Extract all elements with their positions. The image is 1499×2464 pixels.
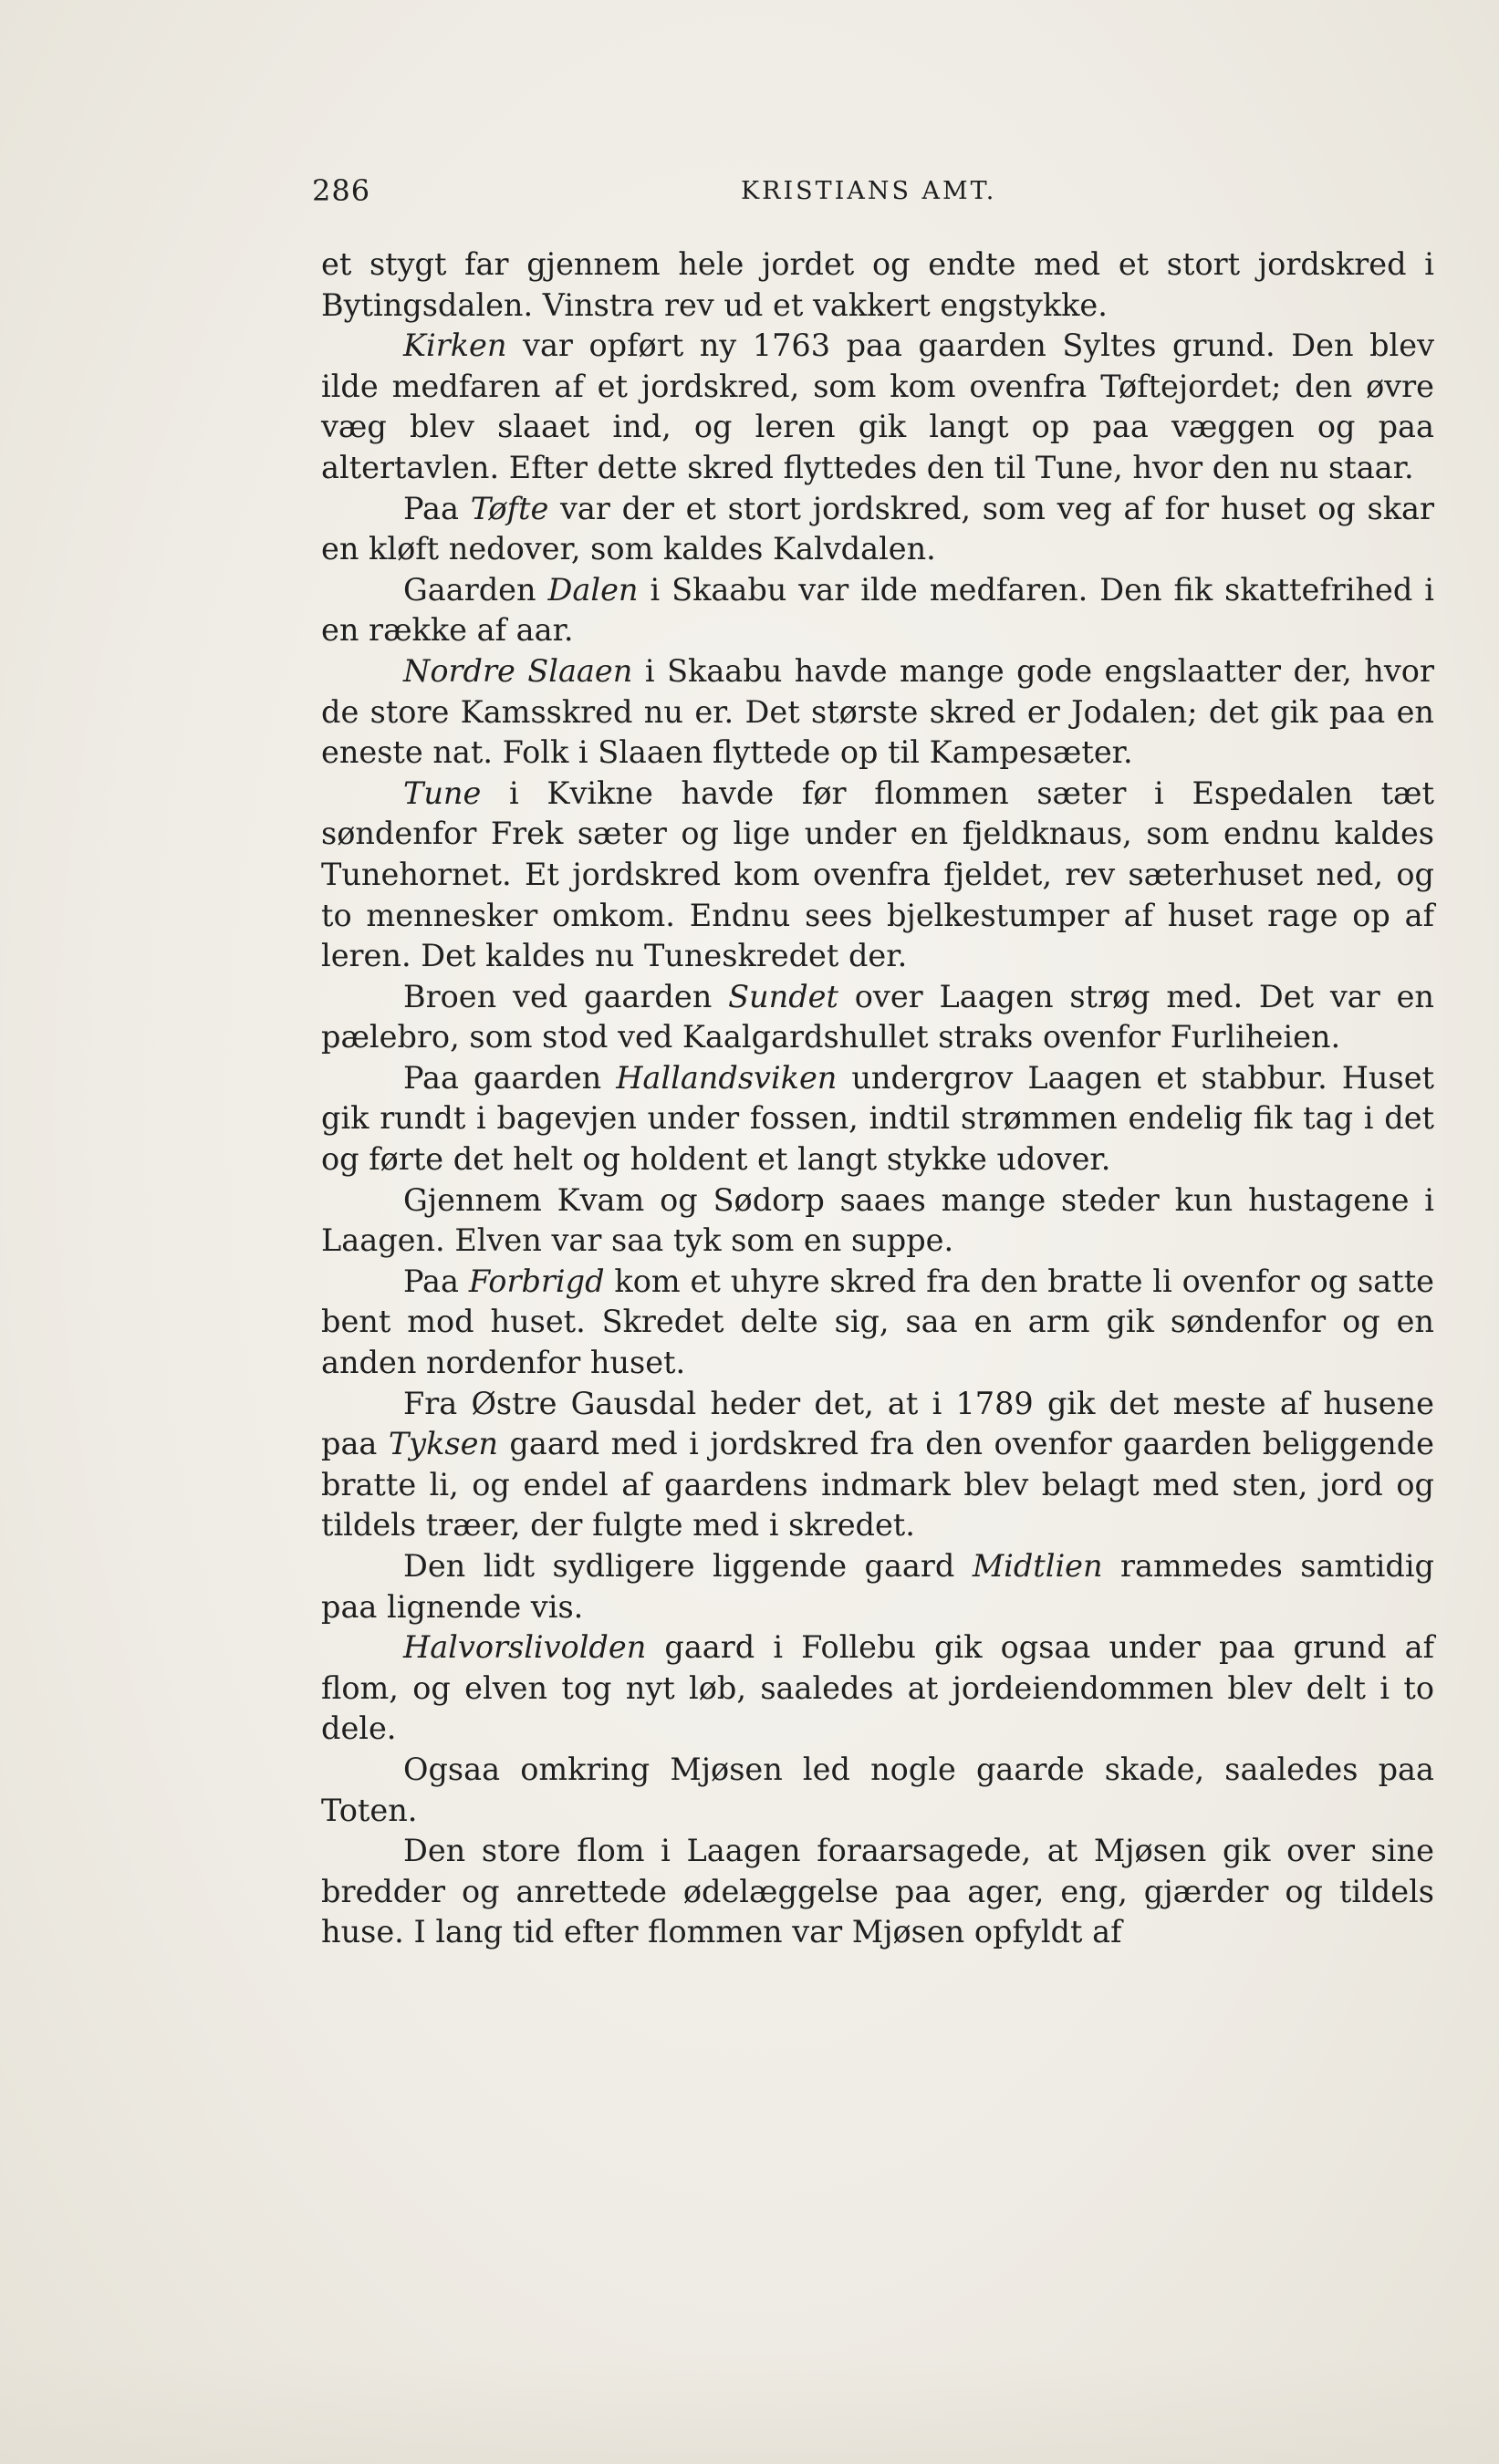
text-run: Gjennem Kvam og Sødorp saaes mange steder kun hustagene i Laagen. Elven var saa tyk som en suppe. [321, 1181, 1434, 1259]
text-run: gaard i Follebu gik ogsaa under paa grund af flom, og elven tog nyt løb, saaledes at jordeiendommen blev delt i to dele. [321, 1629, 1434, 1747]
italic-term: Hallandsviken [616, 1059, 838, 1096]
text-run: Fra Østre Gausdal heder det, at i 1789 gik det meste af husene paa [321, 1385, 1434, 1462]
paragraph [321, 1262, 1434, 1384]
paragraph [321, 1058, 1434, 1180]
page-number: 286 [312, 173, 371, 208]
text-run: Den lidt sydligere liggende gaard [403, 1548, 973, 1584]
text-run: rammedes samtidig paa lignende vis. [321, 1548, 1435, 1625]
paragraph [321, 244, 1434, 326]
text-run: kom et uhyre skred fra den bratte li ovenfor og satte bent mod huset. Skredet delte sig, saa en arm gik søndenfor og en anden nordenfor huset. [321, 1263, 1434, 1381]
text-run: var der et stort jordskred, som veg af for huset og skar en kløft nedover, som kaldes Kalvdalen. [321, 490, 1434, 567]
italic-term: Midtlien [972, 1548, 1103, 1584]
paragraph [321, 1180, 1434, 1262]
italic-term: Sundet [728, 978, 838, 1014]
italic-term: Tune [403, 775, 482, 811]
text-run: i Skaabu var ilde medfaren. Den fik skattefrihed i en række af aar. [321, 571, 1434, 649]
italic-term: Tyksen [388, 1426, 498, 1462]
paragraph [321, 1546, 1434, 1627]
text-run: Paa gaarden [403, 1059, 617, 1096]
paragraph [321, 570, 1434, 651]
paragraph [321, 1627, 1434, 1750]
text-run: over Laagen strøg med. Det var en pælebro, som stod ved Kaalgardshullet straks ovenfor Furliheien. [321, 978, 1435, 1055]
paragraph [321, 1831, 1434, 1953]
text-run: Gaarden [403, 571, 548, 608]
italic-term: Tøfte [470, 490, 549, 526]
text-run: et stygt far gjennem hele jordet og endte med et stort jordskred i Bytingsdalen. Vinstra rev ud et vakkert engstykke. [321, 246, 1434, 323]
text-run: Broen ved gaarden [403, 978, 729, 1014]
text-run: Paa [403, 1263, 469, 1299]
text-run: i Kvikne havde før flommen sæter i Espedalen tæt søndenfor Frek sæter og lige under en fjeldknaus, som endnu kaldes Tunehornet. Et jordskred kom ovenfra fjeldet, rev sæterhuset ned, og to mennesker omkom. Endnu sees bjelkestumper af huset rage op af leren. Det kaldes nu Tuneskredet der. [321, 775, 1434, 974]
italic-term: Forbrigd [468, 1263, 605, 1299]
running-title: KRISTIANS AMT. [741, 177, 997, 205]
page-bottom-shadow [0, 2355, 1499, 2464]
paragraph [321, 1750, 1434, 1831]
italic-term: Halvorslivolden [403, 1629, 647, 1666]
italic-term: Kirken [403, 327, 507, 364]
text-run: i Skaabu havde mange gode engslaatter der, hvor de store Kamsskred nu er. Det største skred er Jodalen; det gik paa en eneste nat. Folk i Slaaen flyttede op til Kampesæter. [321, 652, 1434, 771]
paragraph [321, 651, 1434, 774]
paragraph [321, 489, 1434, 570]
italic-term: Dalen [547, 571, 639, 608]
body-text [321, 244, 1434, 1953]
running-head [312, 173, 1434, 215]
paragraph [321, 977, 1434, 1058]
text-run: Paa [403, 490, 471, 526]
paragraph [321, 326, 1434, 488]
text-run: undergrov Laagen et stabbur. Huset gik rundt i bagevjen under fossen, indtil strømmen endelig fik tag i det og førte det helt og holdent et langt stykke udover. [321, 1059, 1434, 1178]
italic-term: Nordre Slaaen [403, 652, 633, 689]
paragraph [321, 774, 1434, 977]
text-run: gaard med i jordskred fra den ovenfor gaarden beliggende bratte li, og endel af gaardens indmark blev belagt med sten, jord og tildels træer, der fulgte med i skredet. [321, 1426, 1434, 1544]
text-run: Den store flom i Laagen foraarsagede, at Mjøsen gik over sine bredder og anrettede ødelæggelse paa ager, eng, gjærder og tildels huse. I lang tid efter flommen var Mjøsen opfyldt af [321, 1833, 1434, 1950]
text-run: Ogsaa omkring Mjøsen led nogle gaarde skade, saaledes paa Toten. [321, 1751, 1434, 1828]
paragraph [321, 1384, 1434, 1546]
text-run: var opført ny 1763 paa gaarden Syltes grund. Den blev ilde medfaren af et jordskred, som kom ovenfra Tøftejordet; den øvre væg blev slaaet ind, og leren gik langt op paa væggen og paa altertavlen. Efter dette skred flyttedes den til Tune, hvor den nu staar. [321, 327, 1434, 485]
